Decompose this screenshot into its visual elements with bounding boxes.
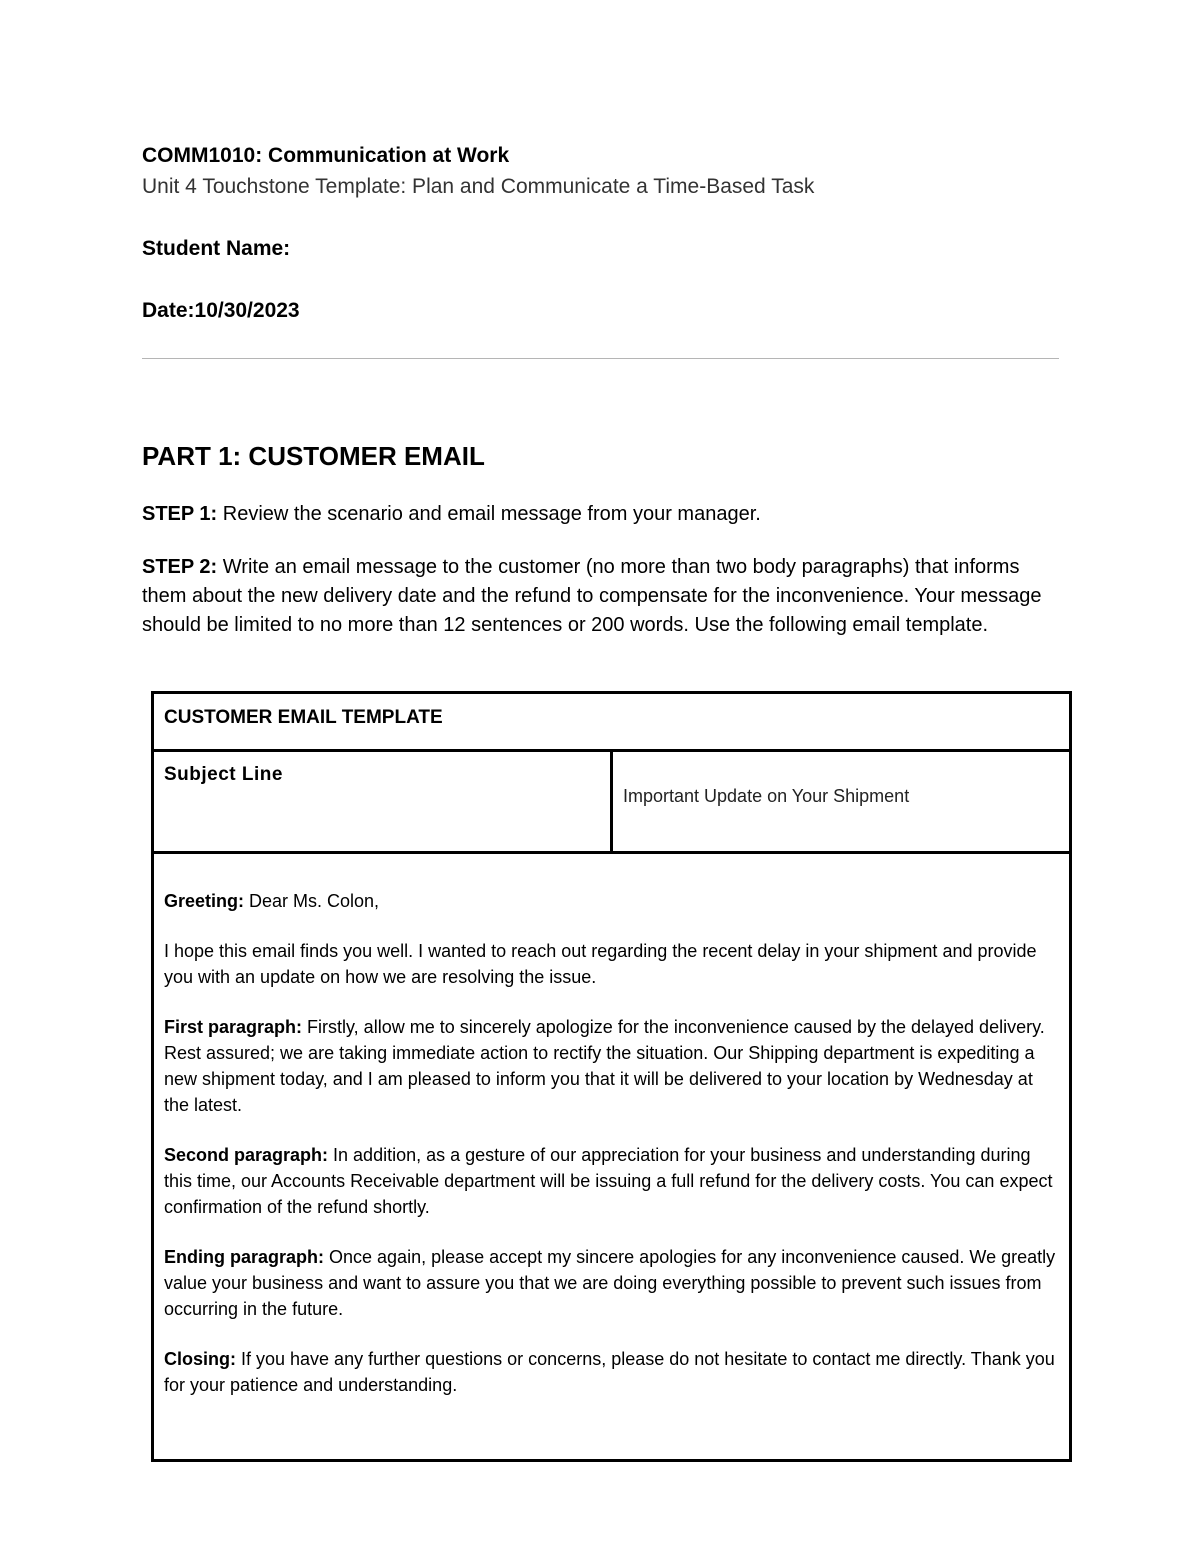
date-line: Date:10/30/2023	[142, 299, 300, 322]
part-heading: PART 1: CUSTOMER EMAIL	[142, 441, 485, 471]
ending-paragraph	[164, 1244, 1059, 1322]
template-header-row	[153, 693, 1071, 751]
second-paragraph-label: Second paragraph:	[164, 1145, 329, 1165]
step-1-instruction	[142, 500, 1062, 529]
closing-text: If you have any further questions or concerns, please do not hesitate to contact me directly. Thank you for your patience and understanding.	[164, 1349, 1055, 1395]
first-paragraph-text: Firstly, allow me to sincerely apologize for the inconvenience caused by the delayed delivery. Rest assured; we are taking immediate action to rectify the situation. Our Shipping department is expediting a new shipment today, and I am pleased to inform you that it will be delivered to your location by Wednesday at the latest.	[164, 1017, 1045, 1115]
course-title: COMM1010: Communication at Work	[142, 144, 510, 167]
greeting-text: Dear Ms. Colon,	[244, 891, 380, 911]
second-paragraph-text: In addition, as a gesture of our appreciation for your business and understanding during this time, our Accounts Receivable department will be issuing a full refund for the delivery costs. You can expect confirmation of the refund shortly.	[164, 1145, 1053, 1217]
subject-row	[153, 751, 1071, 853]
first-paragraph-label: First paragraph:	[164, 1017, 303, 1037]
horizontal-divider	[142, 358, 1059, 359]
step-1-label: STEP 1:	[142, 503, 218, 525]
second-paragraph	[164, 1142, 1059, 1220]
step-2-instruction	[142, 553, 1062, 640]
subject-line-label: Subject Line	[153, 751, 612, 853]
intro-paragraph: I hope this email finds you well. I wanted to reach out regarding the recent delay in your shipment and provide you with an update on how we are resolving the issue.	[164, 941, 1037, 987]
step-2-text: Write an email message to the customer (no more than two body paragraphs) that informs them about the new delivery date and the refund to compensate for the inconvenience. Your message should be limited to no more than 12 sentences or 200 words. Use the following email template.	[142, 556, 1042, 636]
assignment-subtitle: Unit 4 Touchstone Template: Plan and Communicate a Time-Based Task	[142, 175, 815, 198]
greeting-paragraph	[164, 888, 1059, 914]
student-name-label: Student Name:	[142, 237, 291, 260]
subject-line-value: Important Update on Your Shipment	[612, 751, 1071, 853]
template-title: CUSTOMER EMAIL TEMPLATE	[153, 693, 1071, 751]
customer-email-template-table	[151, 691, 1072, 1462]
closing-label: Closing:	[164, 1349, 236, 1369]
closing-paragraph	[164, 1346, 1059, 1398]
email-body-cell	[153, 853, 1071, 1461]
email-body-row	[153, 853, 1071, 1461]
first-paragraph	[164, 1014, 1059, 1118]
step-1-text: Review the scenario and email message from your manager.	[217, 503, 761, 525]
ending-paragraph-label: Ending paragraph:	[164, 1247, 325, 1267]
greeting-label: Greeting:	[164, 891, 245, 911]
step-2-label: STEP 2:	[142, 556, 218, 578]
ending-paragraph-text: Once again, please accept my sincere apologies for any inconvenience caused. We greatly value your business and want to assure you that we are doing everything possible to prevent such issues from occurring in the future.	[164, 1247, 1056, 1319]
